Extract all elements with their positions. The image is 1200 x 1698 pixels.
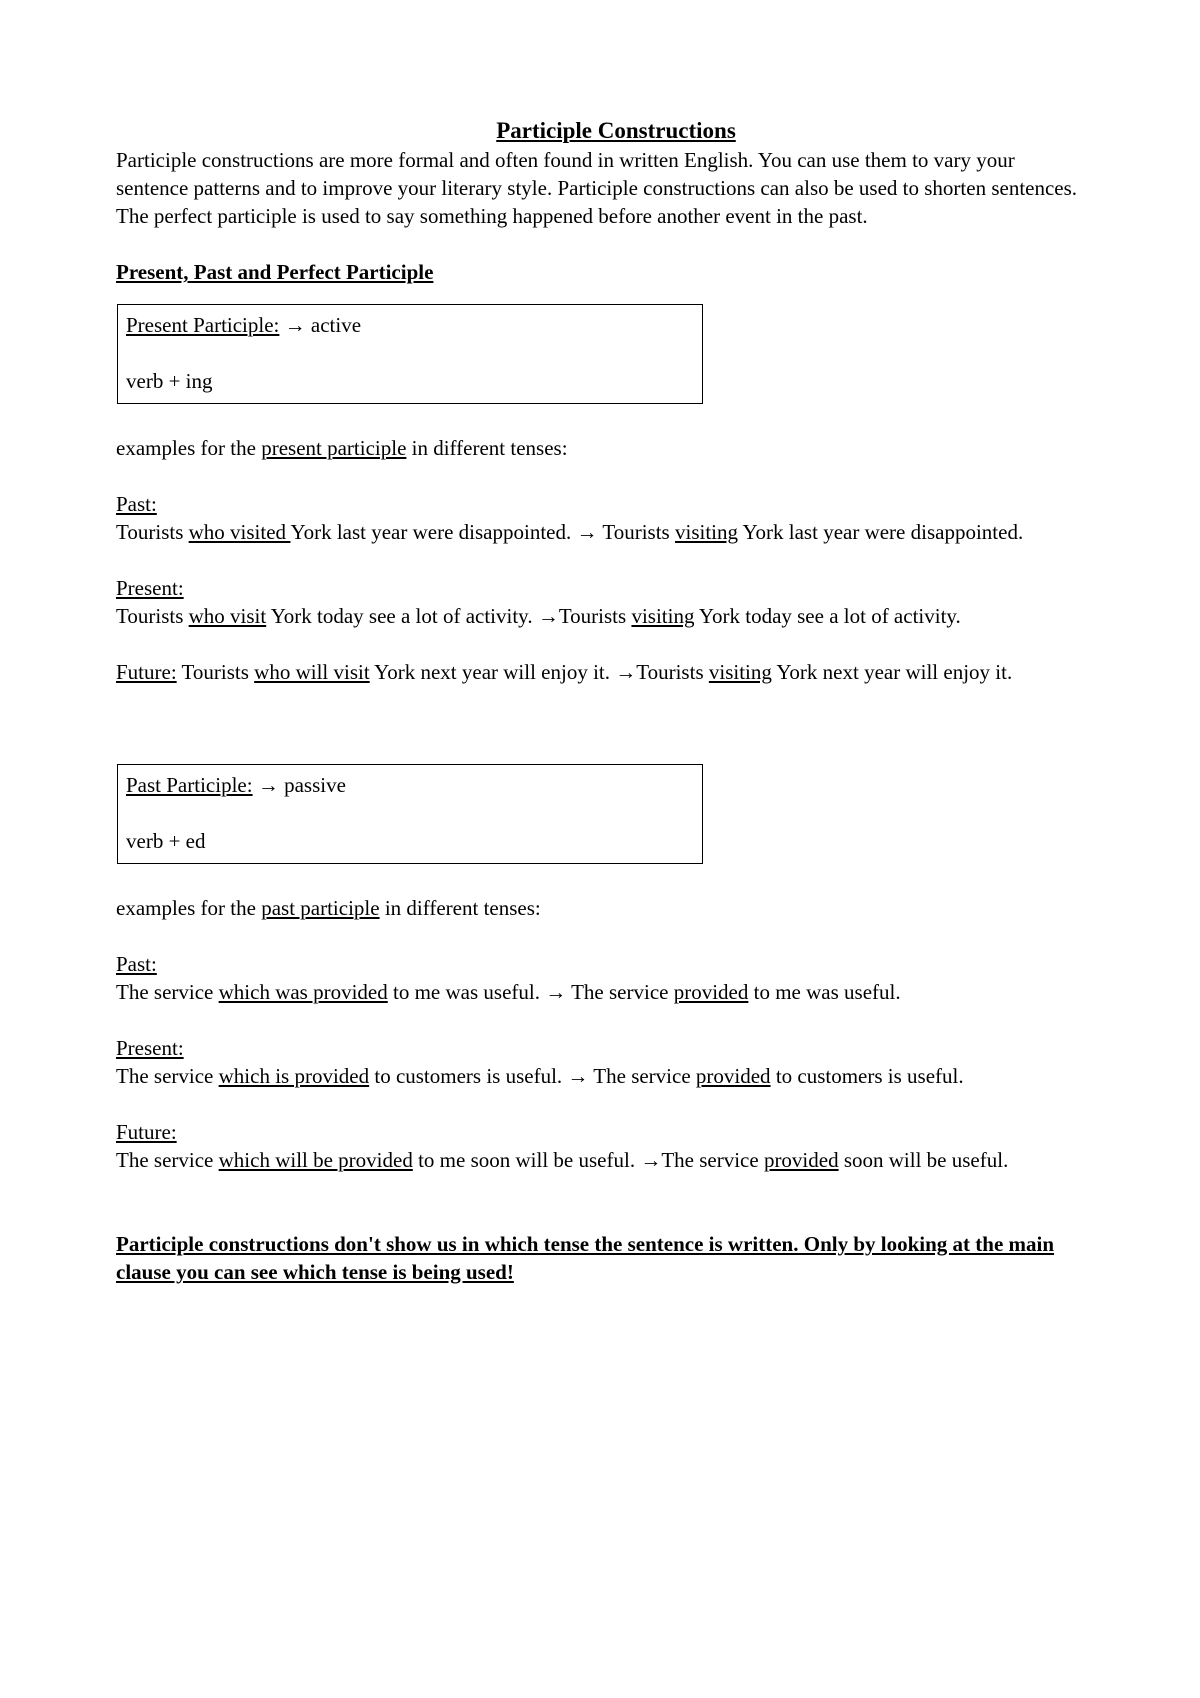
spacer — [116, 630, 1086, 658]
sentence-text: soon will be useful. — [838, 1148, 1009, 1172]
sentence-clause: which was provided — [218, 980, 388, 1004]
sentence-text: The service — [116, 1148, 219, 1172]
sentence-text: York next year will enjoy it. →Tourists — [369, 660, 709, 684]
sentence-clause: who visited — [188, 520, 291, 544]
past-participle-label: Past Participle: — [126, 773, 253, 797]
example-sentence-past — [116, 518, 1086, 546]
tense-warning-note: Participle constructions don't show us in which tense the sentence is written. Only by looking at the main clause you can see which tense is being used! — [116, 1232, 1055, 1284]
spacer — [116, 404, 1086, 434]
example-label-past: Past: — [116, 952, 157, 976]
past-participle-box — [117, 764, 703, 864]
present-participle-rule — [126, 311, 694, 339]
sentence-text: to me was useful. — [748, 980, 901, 1004]
section-heading: Present, Past and Perfect Participle — [116, 260, 434, 284]
sentence-text: York last year were disappointed. → Tourists — [290, 520, 675, 544]
document-page — [116, 116, 1086, 1286]
example-sentence-past — [116, 978, 1086, 1006]
sentence-text: Tourists — [176, 660, 255, 684]
sentence-text: to me soon will be useful. →The service — [412, 1148, 764, 1172]
intro-text: in different tenses: — [406, 436, 568, 460]
spacer — [116, 546, 1086, 574]
sentence-participle: visiting — [631, 604, 695, 628]
spacer — [116, 1174, 1086, 1230]
past-participle-formula: verb + ed — [126, 829, 206, 853]
sentence-clause: who visit — [188, 604, 267, 628]
example-sentence-present — [116, 602, 1086, 630]
spacer — [116, 462, 1086, 490]
sentence-clause: which will be provided — [218, 1148, 413, 1172]
sentence-text: Tourists — [116, 520, 189, 544]
intro-text: examples for the — [116, 436, 262, 460]
sentence-text: The service — [116, 980, 219, 1004]
intro-paragraph: Participle constructions are more formal and often found in written English. You can use them to vary your sentence patterns and to improve your literary style. Participle constructions can also be used to shorten sentences. The perfect participle is used to say something happened before another event in the past. — [116, 148, 1078, 228]
spacer — [126, 799, 694, 827]
spacer — [126, 339, 694, 367]
intro-term: past participle — [261, 896, 380, 920]
example-label-future: Future: — [116, 660, 177, 684]
spacer — [116, 230, 1086, 258]
sentence-participle: provided — [695, 1064, 771, 1088]
example-label-future: Future: — [116, 1120, 177, 1144]
present-participle-label: Present Participle: — [126, 313, 280, 337]
sentence-text: The service — [116, 1064, 219, 1088]
past-participle-rule — [126, 771, 694, 799]
past-examples-intro — [116, 894, 1086, 922]
example-label-present: Present: — [116, 576, 184, 600]
sentence-text: York today see a lot of activity. — [694, 604, 961, 628]
past-participle-arrow-text: → passive — [252, 773, 346, 797]
sentence-clause: who will visit — [254, 660, 370, 684]
spacer — [116, 686, 1086, 764]
sentence-participle: visiting — [708, 660, 772, 684]
present-participle-formula: verb + ing — [126, 369, 213, 393]
sentence-text: York next year will enjoy it. — [771, 660, 1013, 684]
sentence-text: to customers is useful. — [770, 1064, 964, 1088]
intro-term: present participle — [261, 436, 407, 460]
present-examples-intro — [116, 434, 1086, 462]
spacer — [116, 1006, 1086, 1034]
spacer — [116, 1090, 1086, 1118]
present-participle-arrow-text: → active — [279, 313, 362, 337]
sentence-text: York today see a lot of activity. →Tourists — [266, 604, 632, 628]
example-label-present: Present: — [116, 1036, 184, 1060]
sentence-text: York last year were disappointed. — [738, 520, 1024, 544]
intro-text: in different tenses: — [379, 896, 541, 920]
spacer — [116, 864, 1086, 894]
example-sentence-future — [116, 1146, 1086, 1174]
sentence-text: Tourists — [116, 604, 189, 628]
spacer — [116, 922, 1086, 950]
present-participle-box — [117, 304, 703, 404]
sentence-participle: visiting — [674, 520, 738, 544]
sentence-participle: provided — [763, 1148, 839, 1172]
intro-text: examples for the — [116, 896, 262, 920]
sentence-text: to me was useful. → The service — [387, 980, 674, 1004]
example-sentence-present — [116, 1062, 1086, 1090]
page-title: Participle Constructions — [496, 118, 736, 143]
sentence-participle: provided — [673, 980, 749, 1004]
example-label-past: Past: — [116, 492, 157, 516]
example-sentence-future — [116, 658, 1086, 686]
sentence-text: to customers is useful. → The service — [369, 1064, 696, 1088]
spacer — [116, 286, 1086, 304]
sentence-clause: which is provided — [218, 1064, 370, 1088]
